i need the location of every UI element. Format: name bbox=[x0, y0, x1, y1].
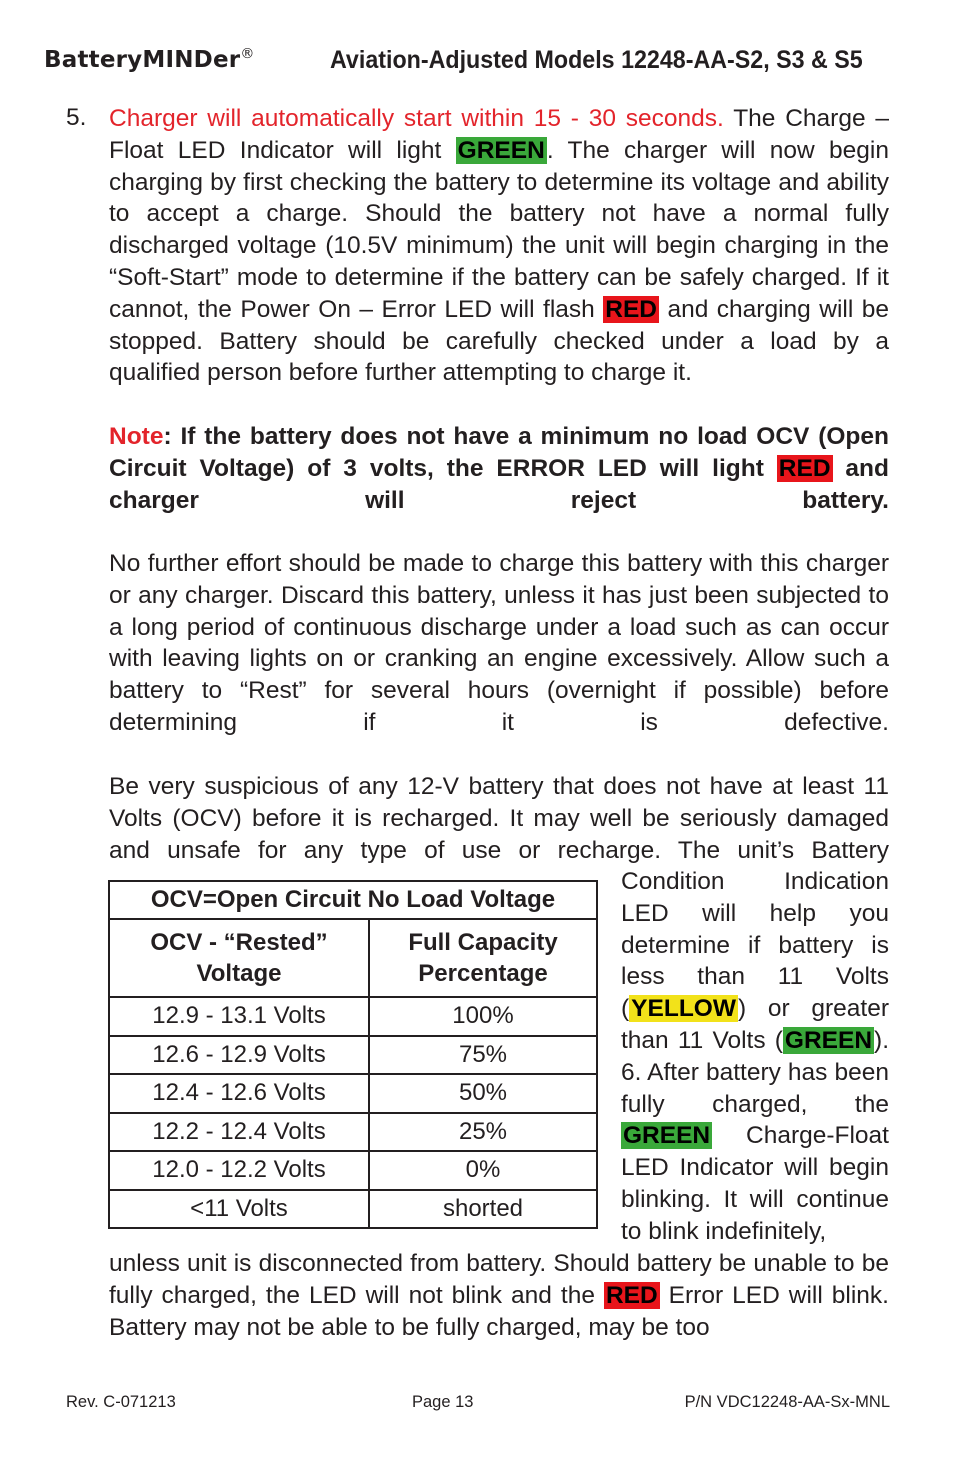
note-text-1: : If the battery does not have a minimum no load OCV (Open Circuit Voltage) of 3 volts, the ERROR LED will light bbox=[109, 423, 889, 482]
part-number: P/N VDC12248-AA-Sx-MNL bbox=[684, 1393, 890, 1411]
no-further-paragraph: No further effort should be made to charge this battery with this charger or any charger. Discard this battery, unless it has just been subjected to a long period of continuous discharge under a load such as can occur with leaving lights on or cranking an engine excessively. Allow such a battery to “Rest” for several hours (overnight if possible) before determining if it is defective. bbox=[109, 550, 889, 736]
table-row bbox=[109, 1151, 597, 1190]
note-label: Note bbox=[109, 423, 164, 450]
note-paragraph bbox=[109, 421, 889, 516]
table-title: OCV=Open Circuit No Load Voltage bbox=[109, 881, 597, 919]
page-title: Aviation-Adjusted Models 12248-AA-S2, S3 & S5 bbox=[330, 46, 863, 74]
item5-text-3: and charging will be stopped. Battery should be carefully checked under a load by a qualified person before further attempting to charge it. bbox=[109, 295, 889, 387]
side-paragraph bbox=[621, 866, 889, 1248]
table-row bbox=[109, 997, 597, 1036]
percentage-cell: 100% bbox=[369, 997, 597, 1036]
item5-paragraph bbox=[109, 103, 889, 389]
voltage-cell: <11 Volts bbox=[109, 1190, 369, 1229]
side-text-4: Charge-Float LED Indicator will begin blinking. It will continue to blink indefinitely, bbox=[621, 1122, 889, 1245]
final-text-1: unless unit is disconnected from battery. Should battery be unable to be fully charged, the LED will not blink and the bbox=[109, 1250, 889, 1309]
voltage-cell: 12.6 - 12.9 Volts bbox=[109, 1036, 369, 1075]
voltage-cell: 12.9 - 13.1 Volts bbox=[109, 997, 369, 1036]
suspicious-paragraph: Be very suspicious of any 12-V battery that does not have at least 11 Volts (OCV) before it is recharged. It may well be seriously damaged and unsafe for any type of use or recharge. The unit’s Battery bbox=[109, 773, 889, 864]
green-highlight: GREEN bbox=[784, 1026, 873, 1054]
percentage-cell: 75% bbox=[369, 1036, 597, 1075]
percentage-cell: 0% bbox=[369, 1151, 597, 1190]
page-number: Page 13 bbox=[412, 1393, 474, 1411]
yellow-highlight: YELLOW bbox=[631, 995, 736, 1023]
side-text-1: Condition Indication LED will help you determine if battery is less than 11 Volts ( bbox=[621, 868, 889, 1023]
red-highlight: RED bbox=[778, 454, 831, 482]
brand-name: BatteryMINDer bbox=[44, 47, 241, 73]
voltage-cell: 12.4 - 12.6 Volts bbox=[109, 1074, 369, 1113]
side-text-3: ). 6. After battery has been fully charged, the bbox=[621, 1026, 889, 1118]
registered-mark: ® bbox=[240, 46, 255, 62]
percentage-cell: 50% bbox=[369, 1074, 597, 1113]
final-text-2: Error LED will blink. Battery may not be able to be fully charged, may be too bbox=[109, 1281, 889, 1341]
table-row bbox=[109, 1113, 597, 1152]
item-number: 5. bbox=[66, 104, 87, 131]
revision-label: Rev. C-071213 bbox=[66, 1393, 176, 1411]
final-paragraph bbox=[109, 1248, 889, 1343]
red-highlight: RED bbox=[605, 1281, 658, 1309]
percentage-cell: shorted bbox=[369, 1190, 597, 1229]
voltage-cell: 12.0 - 12.2 Volts bbox=[109, 1151, 369, 1190]
col-header-percentage: Full Capacity Percentage bbox=[369, 919, 597, 997]
auto-start-notice: Charger will automatically start within 15 - 30 seconds. bbox=[109, 105, 724, 132]
green-highlight: GREEN bbox=[457, 136, 545, 164]
green-highlight: GREEN bbox=[623, 1122, 711, 1150]
col-header-voltage: OCV - “Rested” Voltage bbox=[109, 919, 369, 997]
table-row bbox=[109, 1036, 597, 1075]
percentage-cell: 25% bbox=[369, 1113, 597, 1152]
item5-text-1: The Charge – Float LED Indicator will light bbox=[109, 105, 889, 164]
note-text-2: and charger will reject battery. bbox=[109, 454, 889, 514]
brand-logo bbox=[44, 46, 255, 73]
red-highlight: RED bbox=[605, 295, 657, 323]
ocv-table bbox=[108, 880, 598, 1229]
table-row bbox=[109, 1190, 597, 1229]
item5-text-2: . The charger will now begin charging by first checking the battery to determine its voltage and ability to accept a charge. Should the battery not have a normal fully discharged voltage (10.5V minimum) the unit will begin charging in the “Soft-Start” mode to determine if the battery can be safely charged. If it cannot, the Power On – Error LED will flash bbox=[109, 136, 889, 323]
side-text-2: ) or greater than 11 Volts ( bbox=[621, 995, 889, 1054]
table-row bbox=[109, 1074, 597, 1113]
voltage-cell: 12.2 - 12.4 Volts bbox=[109, 1113, 369, 1152]
